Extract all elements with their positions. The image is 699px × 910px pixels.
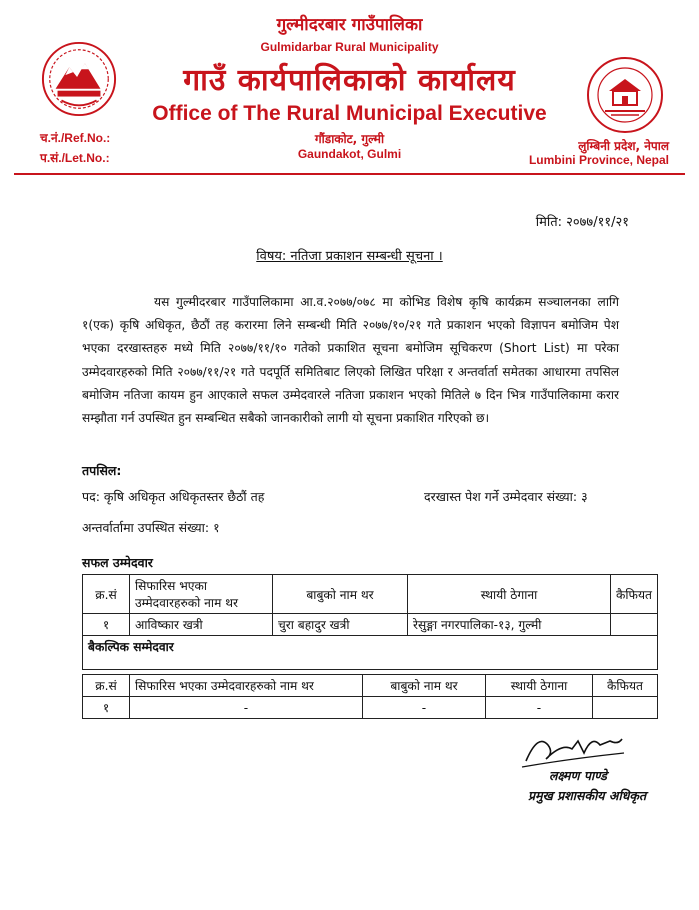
address-en: Gaundakot, Gulmi <box>297 147 402 161</box>
alternate-candidates-title: बैकल्पिक सम्मेदवार <box>83 636 658 670</box>
table-header-cell: कैफियत <box>593 675 658 697</box>
handwritten-signature <box>518 723 628 773</box>
table-cell: - <box>363 697 486 719</box>
table-header-cell: सिफारिस भएका उम्मेदवारहरुको नाम थर <box>130 575 273 614</box>
address-np: गौंडाकोट, गुल्मी <box>314 132 385 146</box>
table-cell <box>611 614 658 636</box>
table-cell: - <box>486 697 593 719</box>
office-title-np: गाउँ कार्यपालिकाको कार्यालय <box>183 63 516 98</box>
table-row <box>83 614 658 636</box>
alternate-table <box>82 674 658 719</box>
table-header-cell: बाबुको नाम थर <box>363 675 486 697</box>
table-cell: १ <box>83 614 130 636</box>
ref-no-label: च.नं./Ref.No.: <box>40 131 111 145</box>
success-candidates-title: सफल उम्मेदवार <box>82 555 153 570</box>
table-header-row <box>83 675 658 697</box>
notice-subject <box>0 246 699 264</box>
province-np: लुम्बिनी प्रदेश, नेपाल <box>578 139 669 153</box>
table-header-cell: स्थायी ठेगाना <box>486 675 593 697</box>
subject-text: विषय: नतिजा प्रकाशन सम्बन्धी सूचना । <box>256 249 443 264</box>
province-en: Lumbini Province, Nepal <box>528 153 669 167</box>
table-cell: १ <box>83 697 130 719</box>
municipality-name-np: गुल्मीदरबार गाउँपालिका <box>276 15 423 35</box>
let-no-label: प.सं./Let.No.: <box>40 151 110 165</box>
table-header-cell: स्थायी ठेगाना <box>408 575 611 614</box>
applicant-count: दरखास्त पेश गर्ने उम्मेदवार संख्या: ३ <box>424 489 588 504</box>
alternate-title-row <box>83 636 658 670</box>
table-header-cell: सिफारिस भएका उम्मेदवारहरुको नाम थर <box>130 675 363 697</box>
table-header-cell: कैफियत <box>611 575 658 614</box>
header-divider <box>14 173 685 175</box>
interview-count: अन्तर्वार्तामा उपस्थित संख्या: १ <box>82 520 220 535</box>
table-row <box>83 697 658 719</box>
success-table <box>82 574 658 670</box>
table-cell <box>593 697 658 719</box>
table-cell: आविष्कार खत्री <box>130 614 273 636</box>
signer-title: प्रमुख प्रशासकीय अधिकृत <box>528 788 647 803</box>
table-header-cell: बाबुको नाम थर <box>273 575 408 614</box>
signer-name: लक्ष्मण पाण्डे <box>549 768 607 783</box>
notice-date: मिति: २०७७/११/२१ <box>535 215 629 230</box>
table-header-cell: क्र.सं <box>83 575 130 614</box>
table-cell: चुरा बहादुर खत्री <box>273 614 408 636</box>
details-label: तपसिल: <box>82 463 122 478</box>
notice-body: यस गुल्मीदरबार गाउँपालिकामा आ.व.२०७७/०७८ मा कोभिड विशेष कृषि कार्यक्रम सञ्चालनका लागि १(एक) कृषि अधिकृत, छैठौं तह करारमा लिने सम्बन्धी मिति २०७७/१०/२१ गते प्रकाशन भएको विज्ञापन बमोजिम पेश भएका दरखास्तहरु मध्ये मिति २०७७/११/१० गतेको प्रकाशित सूचना बमोजिम सूचिकरण (Short List) मा परेका उम्मेदवारहरुको मिति २०७७/११/२१ गते पदपूर्ति समितिबाट लिएको लिखित परिक्षा र अन्तर्वार्ता समेतका आधारमा तपसिल बमोजिम नतिजा कायम हुन आएकाले सफल उम्मेदवारले नतिजा प्रकाशन भएको मितिले ७ दिन भित्र गाउँपालिकामा करार सम्झौता गर्न उपस्थित हुन सम्बन्धित सबैको जानकारीको लागी यो सूचना प्रकाशित गरिएको छ। <box>82 295 619 426</box>
table-header-row <box>83 575 658 614</box>
table-header-cell: क्र.सं <box>83 675 130 697</box>
table-cell: रेसुङ्गा नगरपालिका-१३, गुल्मी <box>408 614 611 636</box>
municipality-name-en: Gulmidarbar Rural Municipality <box>260 40 439 54</box>
post-line: पद: कृषि अधिकृत अधिकृतस्तर छैठौं तह <box>82 489 265 504</box>
office-title-en: Office of The Rural Municipal Executive <box>152 102 547 125</box>
table-cell: - <box>130 697 363 719</box>
